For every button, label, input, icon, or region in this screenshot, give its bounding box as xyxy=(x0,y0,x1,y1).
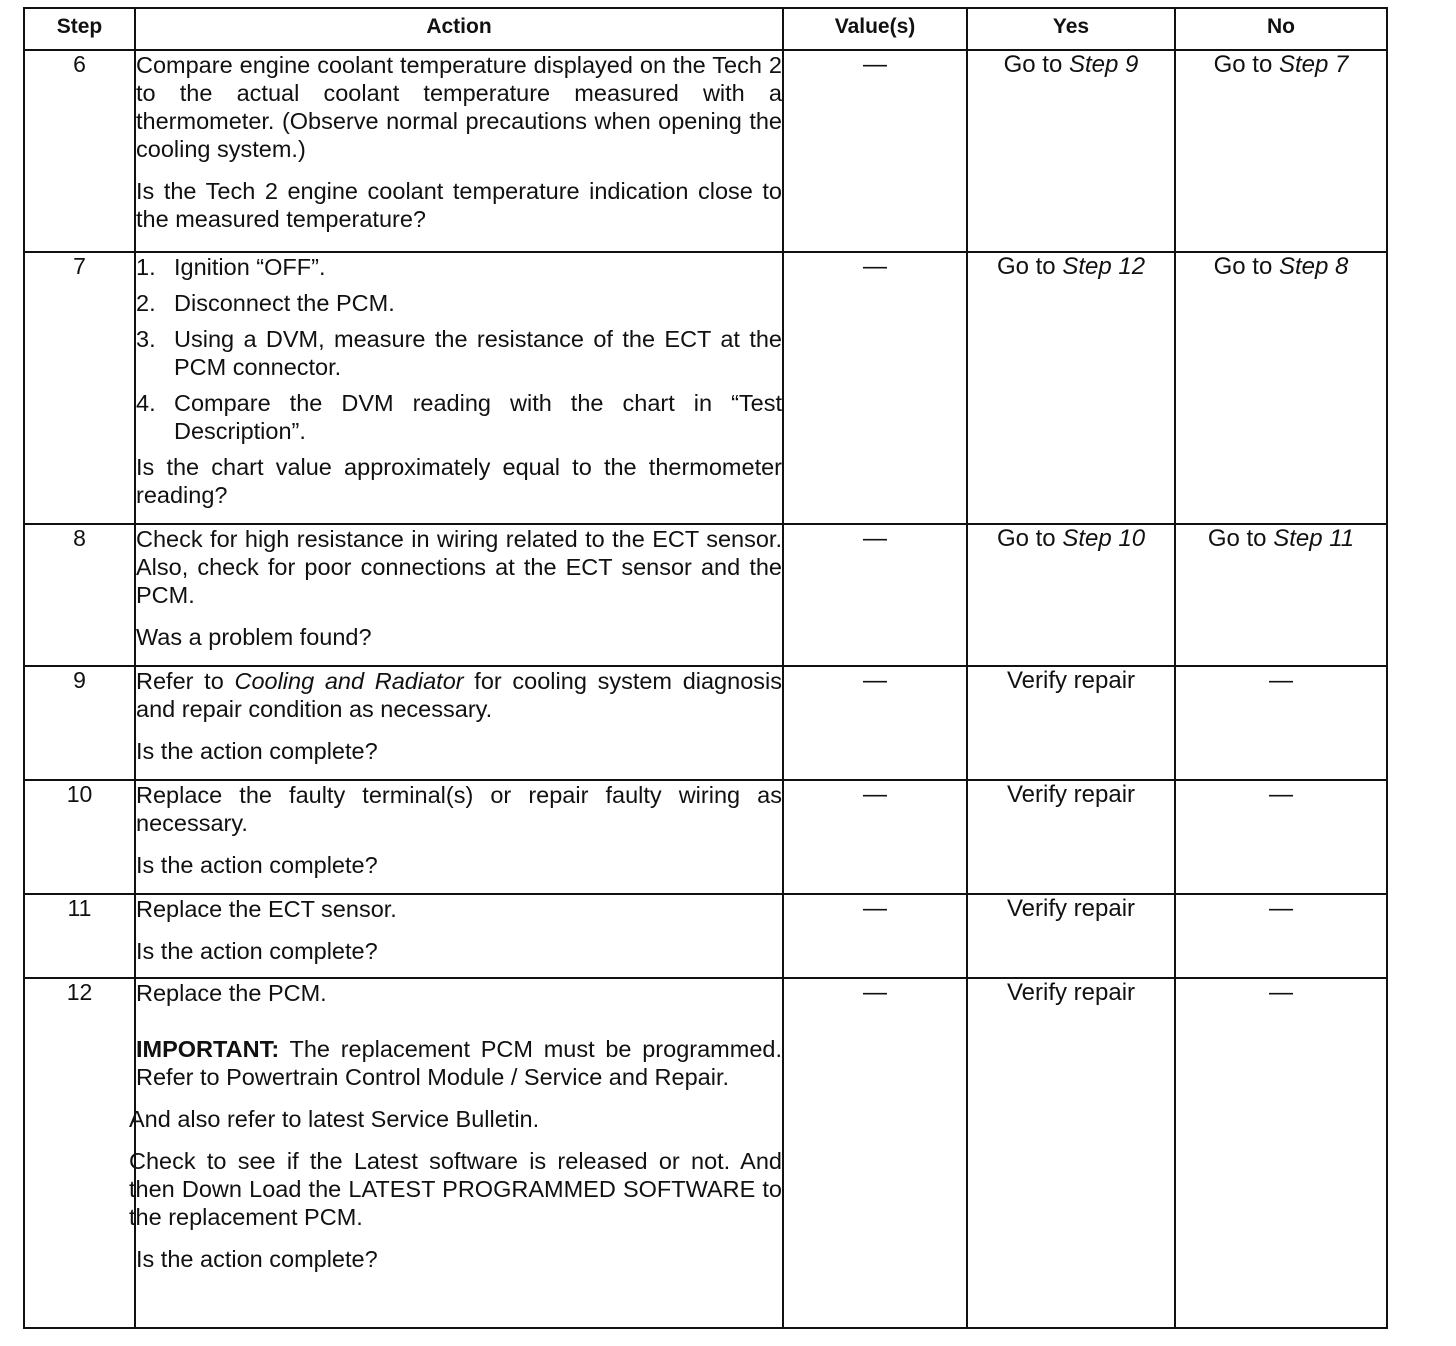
action-question: Is the action complete? xyxy=(136,938,378,964)
yes-cell: Verify repair xyxy=(967,780,1175,894)
action-text: Replace the faulty terminal(s) or repair faulty wiring as necessary. xyxy=(136,782,782,836)
action-text: And also refer to latest Service Bulletin. xyxy=(129,1106,540,1132)
value-cell: — xyxy=(783,780,967,894)
list-item xyxy=(136,389,782,445)
no-cell xyxy=(1175,50,1387,252)
value-cell: — xyxy=(783,894,967,978)
list-item xyxy=(136,289,782,317)
table-row xyxy=(24,978,1387,1328)
action-text: Replace the PCM. xyxy=(136,980,327,1006)
yes-cell xyxy=(967,50,1175,252)
list-item xyxy=(136,253,782,281)
step-number: 11 xyxy=(24,894,135,978)
action-question: Is the chart value approximately equal to the thermometer reading? xyxy=(136,454,782,508)
action-question: Is the action complete? xyxy=(136,1246,378,1272)
table-row xyxy=(24,252,1387,524)
value-cell: — xyxy=(783,666,967,780)
action-text: Check for high resistance in wiring related to the ECT sensor. Also, check for poor connections at the ECT sensor and the PCM. xyxy=(136,526,782,608)
no-cell: — xyxy=(1175,666,1387,780)
yes-cell: Verify repair xyxy=(967,894,1175,978)
header-action: Action xyxy=(135,8,783,50)
no-cell xyxy=(1175,252,1387,524)
action-text: Replace the ECT sensor. xyxy=(136,896,397,922)
action-steps-list xyxy=(136,253,782,445)
no-cell: — xyxy=(1175,780,1387,894)
header-no: No xyxy=(1175,8,1387,50)
action-text: Check to see if the Latest software is released or not. And then Down Load the LATEST PROGRAMMED SOFTWARE to the replacement PCM. xyxy=(129,1148,782,1230)
value-cell: — xyxy=(783,50,967,252)
action-question: Is the action complete? xyxy=(136,852,378,878)
table-row xyxy=(24,780,1387,894)
action-cell xyxy=(135,780,783,894)
header-yes: Yes xyxy=(967,8,1175,50)
step-link: Step 11 xyxy=(1273,525,1355,552)
goto-prefix: Go to xyxy=(996,253,1063,280)
no-cell: — xyxy=(1175,894,1387,978)
header-step: Step xyxy=(24,8,135,50)
goto-prefix: Go to xyxy=(1213,253,1279,280)
action-question: Is the Tech 2 engine coolant temperature indication close to the measured temperature? xyxy=(136,178,782,232)
table-header-row xyxy=(24,8,1387,50)
action-cell xyxy=(135,666,783,780)
yes-cell: Verify repair xyxy=(967,666,1175,780)
list-number: 1. xyxy=(136,254,156,280)
action-text-part: for cooling system diagnosis and repair condition as necessary. xyxy=(136,668,782,722)
action-cell xyxy=(135,50,783,252)
yes-cell xyxy=(967,524,1175,666)
goto-prefix: Go to xyxy=(1207,525,1274,552)
action-question: Was a problem found? xyxy=(136,624,372,650)
important-note xyxy=(136,1035,782,1091)
value-cell: — xyxy=(783,978,967,1328)
list-text: Using a DVM, measure the resistance of the ECT at the PCM connector. xyxy=(174,326,782,380)
step-link: Step 9 xyxy=(1068,51,1139,78)
list-text: Disconnect the PCM. xyxy=(174,290,395,316)
list-number: 4. xyxy=(136,390,156,416)
step-link: Step 8 xyxy=(1278,253,1349,280)
header-values: Value(s) xyxy=(783,8,967,50)
list-number: 3. xyxy=(136,326,156,352)
goto-prefix: Go to xyxy=(1003,51,1069,78)
action-cell xyxy=(129,978,783,1328)
table-row xyxy=(24,666,1387,780)
table-row xyxy=(24,50,1387,252)
step-link: Step 7 xyxy=(1278,51,1349,78)
list-text: Ignition “OFF”. xyxy=(174,254,326,280)
goto-prefix: Go to xyxy=(996,525,1063,552)
action-text: Compare engine coolant temperature displayed on the Tech 2 to the actual coolant temperature measured with a thermometer. (Observe normal precautions when opening the cooling system.) xyxy=(136,52,782,162)
table-row xyxy=(24,524,1387,666)
action-cell xyxy=(135,894,783,978)
yes-cell xyxy=(967,252,1175,524)
step-number: 10 xyxy=(24,780,135,894)
important-label: IMPORTANT: xyxy=(136,1036,280,1062)
diagnostic-table xyxy=(23,7,1388,1329)
step-link: Step 12 xyxy=(1062,253,1146,280)
list-text: Compare the DVM reading with the chart in “Test Description”. xyxy=(174,390,782,444)
action-cell xyxy=(135,524,783,666)
action-text-part: Refer to xyxy=(136,668,235,694)
no-cell xyxy=(1175,524,1387,666)
no-cell: — xyxy=(1175,978,1387,1328)
step-number: 6 xyxy=(24,50,135,252)
step-number: 7 xyxy=(24,252,135,524)
value-cell: — xyxy=(783,252,967,524)
list-number: 2. xyxy=(136,290,156,316)
section-reference: Cooling and Radiator xyxy=(234,668,464,694)
action-text xyxy=(136,667,782,723)
goto-prefix: Go to xyxy=(1213,51,1279,78)
action-question: Is the action complete? xyxy=(136,738,378,764)
step-number: 8 xyxy=(24,524,135,666)
yes-cell: Verify repair xyxy=(967,978,1175,1328)
important-text: The replacement PCM must be programmed. Refer to Powertrain Control Module / Service and Repair. xyxy=(136,1036,782,1090)
step-number: 12 xyxy=(24,978,135,1328)
value-cell: — xyxy=(783,524,967,666)
action-cell xyxy=(135,252,783,524)
step-link: Step 10 xyxy=(1062,525,1146,552)
table-row xyxy=(24,894,1387,978)
list-item xyxy=(136,325,782,381)
step-number: 9 xyxy=(24,666,135,780)
